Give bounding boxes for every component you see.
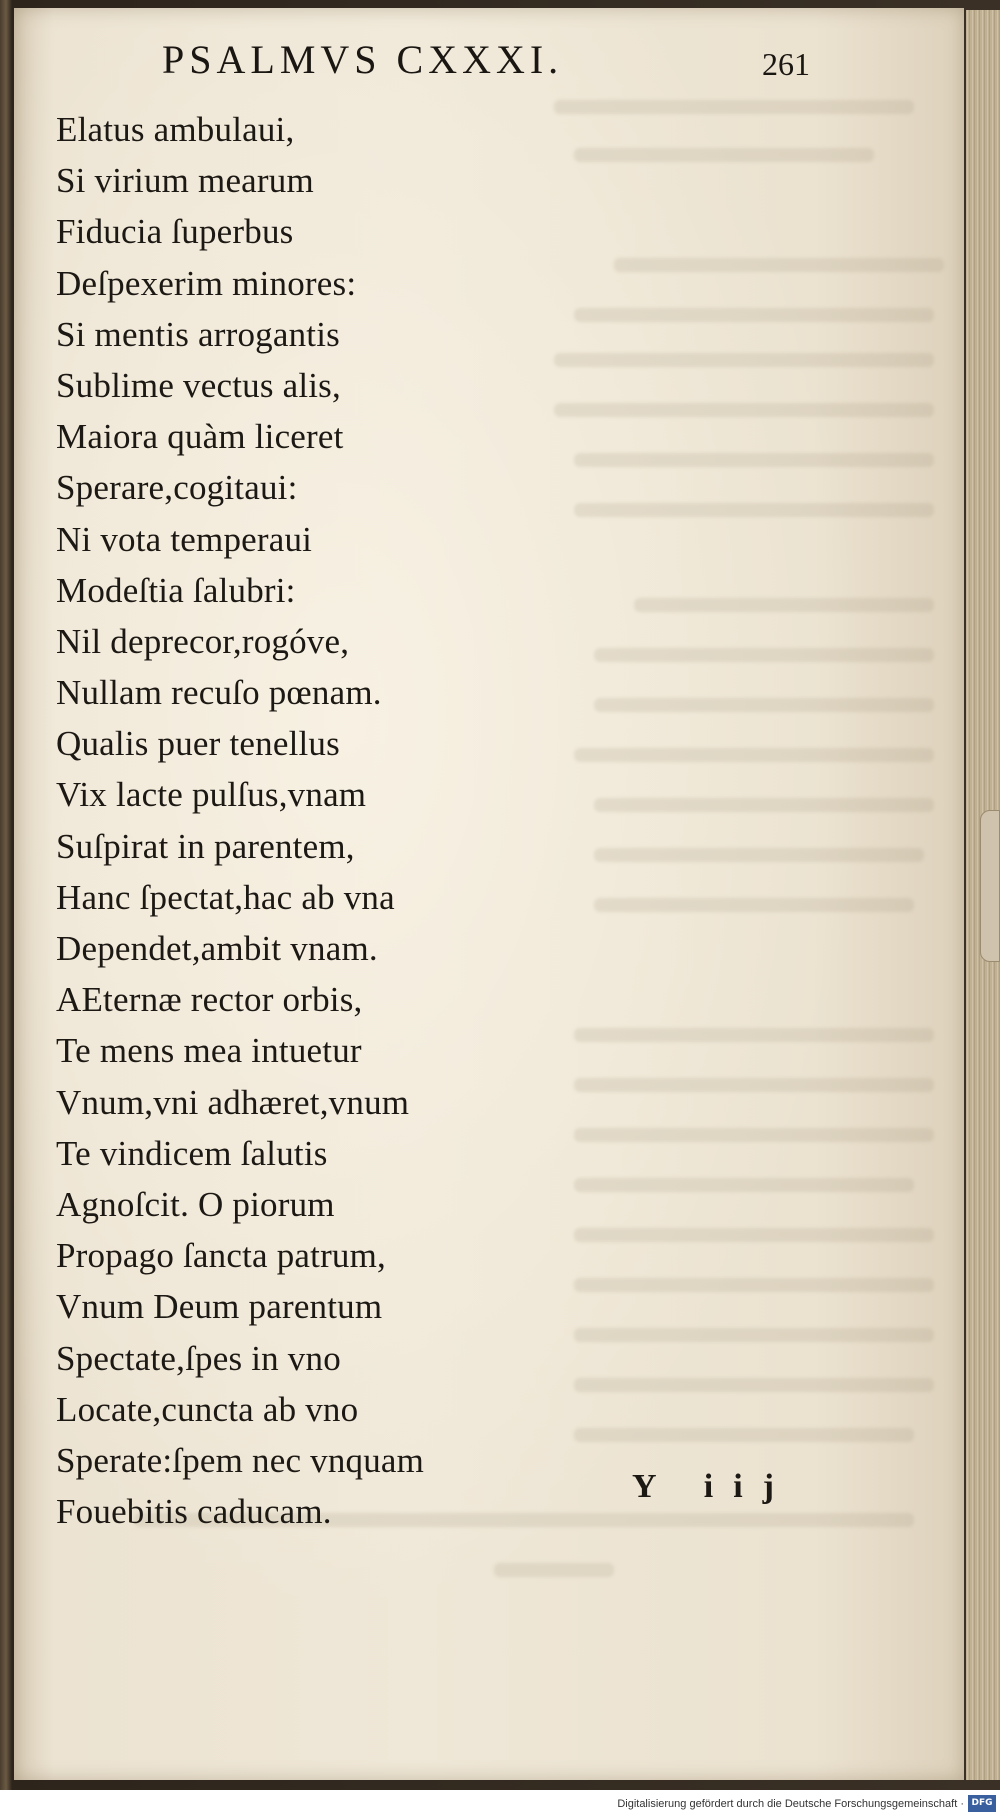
digitization-footer — [0, 1790, 1000, 1819]
verse-line: Dependet,ambit vnam. — [56, 929, 378, 968]
verse-line: Vnum,vni adhæret,vnum — [56, 1082, 410, 1122]
verse-line: Hanc ſpectat,hac ab vna — [56, 877, 395, 917]
page-number: 261 — [762, 46, 810, 82]
verse-line: Deſpexerim minores: — [56, 263, 357, 303]
verse-line: Vix lacte pulſus,vnam — [56, 775, 367, 815]
verse-line: Si virium mearum — [56, 161, 314, 201]
verse-line: Te mens mea intuetur — [56, 1031, 362, 1071]
verse-line: Fiducia ſuperbus — [56, 212, 294, 252]
verse-line: Sperare,cogitaui: — [56, 468, 298, 508]
page-edge-stack — [966, 10, 1000, 1780]
book-page — [14, 8, 964, 1780]
signature-mark: Y iij — [632, 1468, 795, 1505]
verse-line: Suſpirat in parentem, — [56, 826, 355, 866]
verse-line: Nil deprecor,rogóve, — [56, 621, 350, 661]
footer-credit-text: Digitalisierung gefördert durch die Deutsche Forschungsgemeinschaft · — [617, 1798, 964, 1810]
verse-line: Modeſtia ſalubri: — [56, 570, 296, 610]
running-head: PSALMVS CXXXI. — [162, 37, 564, 82]
page-tab — [980, 810, 1000, 962]
verse-line: Fouebitis caducam. — [56, 1492, 332, 1532]
verse-line: Spectate,ſpes in vno — [56, 1338, 341, 1378]
verse-line: Sublime vectus alis, — [56, 365, 341, 405]
verse-line: Sperate:ſpem nec vnquam — [56, 1440, 425, 1480]
verse-line: Propago ſancta patrum, — [56, 1236, 386, 1276]
verse-line: Si mentis arrogantis — [56, 314, 340, 354]
verse-line: Te vindicem ſalutis — [56, 1133, 328, 1173]
verse-line: Qualis puer tenellus — [56, 724, 340, 764]
poem-text — [56, 104, 424, 1537]
verse-line: Maiora quàm liceret — [56, 417, 344, 457]
dfg-logo: DFG — [968, 1795, 996, 1812]
verse-line: Ni vota temperaui — [56, 519, 313, 559]
verse-line: Elatus ambulaui, — [56, 110, 295, 149]
verse-line: Locate,cuncta ab vno — [56, 1389, 359, 1429]
verse-line: Nullam recuſo pœnam. — [56, 673, 382, 713]
verse-line: Vnum Deum parentum — [56, 1287, 383, 1327]
verse-line: AEternæ rector orbis, — [56, 980, 363, 1020]
verse-line: Agnoſcit. O piorum — [56, 1184, 335, 1224]
